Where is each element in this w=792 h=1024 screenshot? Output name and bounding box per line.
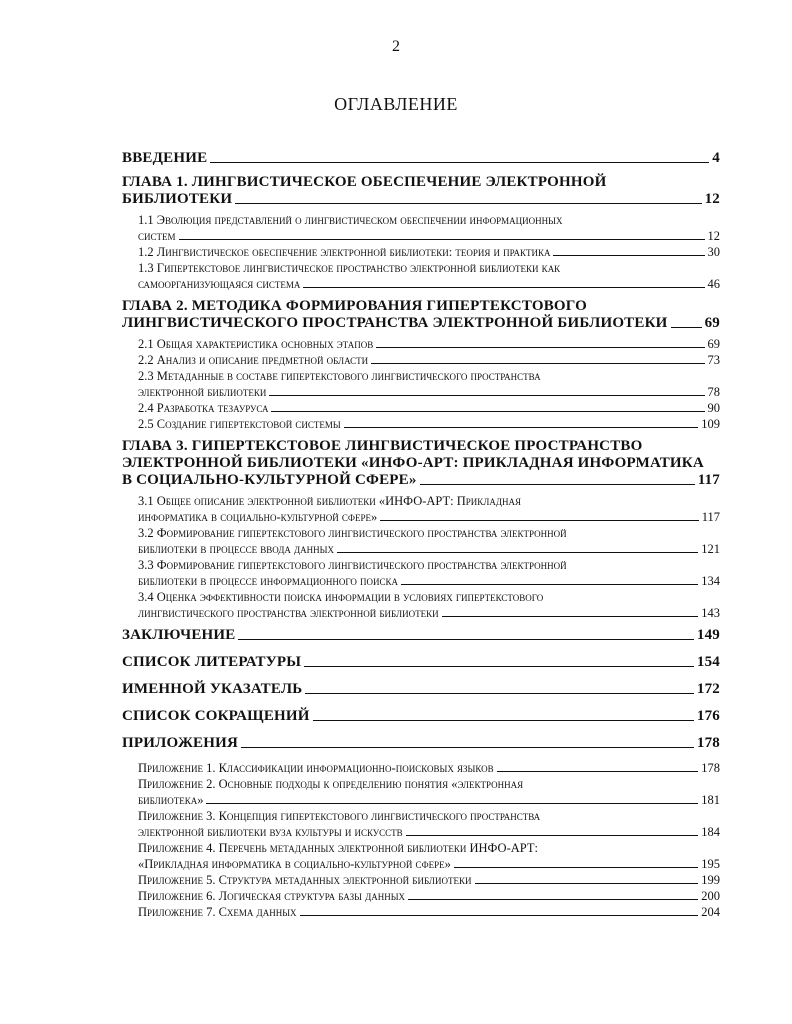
toc-page: 199 xyxy=(701,873,720,887)
dot-leader xyxy=(269,395,704,396)
toc-page: 134 xyxy=(701,574,720,588)
dot-leader xyxy=(179,239,705,240)
toc-entry-conclusion[interactable] xyxy=(122,627,720,644)
appendix-list xyxy=(122,760,720,920)
toc-page: 149 xyxy=(696,627,720,643)
dot-leader xyxy=(408,899,698,900)
toc-entry-section-2-2[interactable] xyxy=(122,352,720,368)
toc-label-line: лингвистического пространства электронной библиотеки xyxy=(138,606,439,620)
toc-label: 2.1 Общая характеристика основных этапов xyxy=(138,337,374,351)
toc-entry-chapter-1[interactable] xyxy=(122,174,720,208)
toc-label-line: Приложение 2. Основные подходы к определению понятия «электронная xyxy=(138,777,524,791)
toc-entry-section-2-5[interactable] xyxy=(122,416,720,432)
toc-label-line: электронной библиотеки вуза культуры и искусств xyxy=(138,825,403,839)
toc-label-line: 3.1 Общее описание электронной библиотеки «ИНФО-АРТ: Прикладная xyxy=(138,494,522,508)
toc-entry-appendix-2[interactable] xyxy=(122,776,720,808)
toc-page: 12 xyxy=(707,229,720,243)
toc-label-line: самоорганизующаяся система xyxy=(138,277,301,291)
dot-leader xyxy=(420,484,695,485)
toc-label-line: ГЛАВА 1. ЛИНГВИСТИЧЕСКОЕ ОБЕСПЕЧЕНИЕ ЭЛЕКТРОННОЙ xyxy=(122,174,607,190)
toc-label-line: информатика в социально-культурной сфере» xyxy=(138,510,378,524)
toc-page: 109 xyxy=(701,417,720,431)
toc-label-line: ГЛАВА 2. МЕТОДИКА ФОРМИРОВАНИЯ ГИПЕРТЕКСТОВОГО xyxy=(122,298,588,314)
chapter-1-sections xyxy=(122,212,720,292)
toc-label-line: 1.1 Эволюция представлений о лингвистическом обеспечении информационных xyxy=(138,213,563,227)
dot-leader xyxy=(235,203,701,204)
toc-page: 154 xyxy=(696,654,720,670)
toc-entry-appendix-4[interactable] xyxy=(122,840,720,872)
toc-entry-literature[interactable] xyxy=(122,654,720,671)
dot-leader xyxy=(303,287,704,288)
toc-label-line: БИБЛИОТЕКИ xyxy=(122,191,233,207)
dot-leader xyxy=(337,552,698,553)
toc-entry-name-index[interactable] xyxy=(122,681,720,698)
toc-label-line: Приложение 3. Концепция гипертекстового лингвистического пространства xyxy=(138,809,541,823)
dot-leader xyxy=(300,915,699,916)
dot-leader xyxy=(553,255,704,256)
toc-page: 73 xyxy=(707,353,720,367)
toc-page: 69 xyxy=(704,315,720,331)
toc-page: 121 xyxy=(701,542,720,556)
toc-label: Приложение 6. Логическая структура базы данных xyxy=(138,889,406,903)
toc-label-line: ГЛАВА 3. ГИПЕРТЕКСТОВОЕ ЛИНГВИСТИЧЕСКОЕ ПРОСТРАНСТВО xyxy=(122,438,643,454)
toc-page: 12 xyxy=(704,191,720,207)
toc-entry-section-2-3[interactable] xyxy=(122,368,720,400)
toc-page: 4 xyxy=(712,150,720,166)
dot-leader xyxy=(475,883,699,884)
dot-leader xyxy=(206,803,698,804)
toc-entry-chapter-2[interactable] xyxy=(122,298,720,332)
dot-leader xyxy=(210,162,709,163)
toc-label-line: 3.4 Оценка эффективности поиска информации в условиях гипертекстового xyxy=(138,590,544,604)
dot-leader xyxy=(442,616,699,617)
toc-label: Приложение 7. Схема данных xyxy=(138,905,297,919)
toc-page: 46 xyxy=(707,277,720,291)
toc-entry-appendix-1[interactable] xyxy=(122,760,720,776)
toc-entry-section-1-2[interactable] xyxy=(122,244,720,260)
dot-leader xyxy=(241,747,694,748)
toc-label: ИМЕННОЙ УКАЗАТЕЛЬ xyxy=(122,681,303,697)
toc-label: 1.2 Лингвистическое обеспечение электронной библиотеки: теория и практика xyxy=(138,245,551,259)
dot-leader xyxy=(271,411,704,412)
toc-entry-abbreviations[interactable] xyxy=(122,708,720,725)
dot-leader xyxy=(497,771,699,772)
dot-leader xyxy=(313,720,694,721)
toc-page: 176 xyxy=(696,708,720,724)
toc-page: 117 xyxy=(701,510,720,524)
dot-leader xyxy=(380,520,698,521)
toc-label-line: ЭЛЕКТРОННОЙ БИБЛИОТЕКИ «ИНФО-АРТ: ПРИКЛАДНАЯ ИНФОРМАТИКА xyxy=(122,455,704,471)
dot-leader xyxy=(401,584,698,585)
toc-title: ОГЛАВЛЕНИЕ xyxy=(334,94,458,114)
toc-label: СПИСОК ЛИТЕРАТУРЫ xyxy=(122,654,302,670)
toc-entry-appendix-3[interactable] xyxy=(122,808,720,840)
toc-page: 195 xyxy=(701,857,720,871)
chapter-2-sections xyxy=(122,336,720,432)
toc-entry-section-2-4[interactable] xyxy=(122,400,720,416)
toc-entry-appendix-6[interactable] xyxy=(122,888,720,904)
toc-label-line: 2.3 Метаданные в составе гипертекстового лингвистического пространства xyxy=(138,369,541,383)
dot-leader xyxy=(454,867,698,868)
toc-label-line: электронной библиотеки xyxy=(138,385,267,399)
dot-leader xyxy=(305,693,694,694)
chapter-3-sections xyxy=(122,493,720,621)
toc-entry-section-1-1[interactable] xyxy=(122,212,720,244)
toc-entry-section-3-2[interactable] xyxy=(122,525,720,557)
toc-entry-appendix-7[interactable] xyxy=(122,904,720,920)
toc-label-line: Приложение 4. Перечень метаданных электронной библиотеки ИНФО-АРТ: xyxy=(138,841,538,855)
dot-leader xyxy=(671,327,702,328)
toc-label: ЗАКЛЮЧЕНИЕ xyxy=(122,627,236,643)
toc-label-line: 3.3 Формирование гипертекстового лингвистического пространства электронной xyxy=(138,558,567,572)
dot-leader xyxy=(304,666,694,667)
toc-label-line: библиотеки в процессе ввода данных xyxy=(138,542,335,556)
toc-label-line: систем xyxy=(138,229,176,243)
dot-leader xyxy=(238,639,693,640)
dot-leader xyxy=(376,347,704,348)
toc-entry-section-3-3[interactable] xyxy=(122,557,720,589)
toc-entry-appendices[interactable] xyxy=(122,735,720,752)
toc-label: ВВЕДЕНИЕ xyxy=(122,150,208,166)
toc-label: 2.4 Разработка тезауруса xyxy=(138,401,269,415)
dot-leader xyxy=(406,835,699,836)
toc-page: 172 xyxy=(696,681,720,697)
table-of-contents xyxy=(122,150,720,920)
toc-label: 2.5 Создание гипертекстовой системы xyxy=(138,417,341,431)
dot-leader xyxy=(344,427,698,428)
toc-entry-chapter-3[interactable] xyxy=(122,438,720,489)
toc-label-line: библиотека» xyxy=(138,793,204,807)
toc-page: 200 xyxy=(701,889,720,903)
toc-page: 178 xyxy=(701,761,720,775)
dot-leader xyxy=(371,363,704,364)
toc-label-line: библиотеки в процессе информационного поиска xyxy=(138,574,399,588)
toc-label-line: 3.2 Формирование гипертекстового лингвистического пространства электронной xyxy=(138,526,567,540)
toc-page: 181 xyxy=(701,793,720,807)
page-number: 2 xyxy=(392,38,400,55)
toc-entry-section-2-1[interactable] xyxy=(122,336,720,352)
toc-page: 178 xyxy=(696,735,720,751)
toc-label: СПИСОК СОКРАЩЕНИЙ xyxy=(122,708,310,724)
toc-label-line: «Прикладная информатика в социально-культурной сфере» xyxy=(138,857,451,871)
toc-page: 117 xyxy=(697,472,720,488)
toc-page: 184 xyxy=(701,825,720,839)
toc-entry-introduction[interactable] xyxy=(122,150,720,167)
toc-entry-section-3-4[interactable] xyxy=(122,589,720,621)
toc-page: 204 xyxy=(701,905,720,919)
toc-entry-section-1-3[interactable] xyxy=(122,260,720,292)
toc-page: 30 xyxy=(707,245,720,259)
toc-label-line: 1.3 Гипертекстовое лингвистическое пространство электронной библиотеки как xyxy=(138,261,561,275)
toc-page: 90 xyxy=(707,401,720,415)
toc-label: Приложение 1. Классификации информационно-поисковых языков xyxy=(138,761,494,775)
toc-label-line: В СОЦИАЛЬНО-КУЛЬТУРНОЙ СФЕРЕ» xyxy=(122,472,417,488)
toc-page: 78 xyxy=(707,385,720,399)
toc-label: ПРИЛОЖЕНИЯ xyxy=(122,735,238,751)
toc-entry-appendix-5[interactable] xyxy=(122,872,720,888)
toc-entry-section-3-1[interactable] xyxy=(122,493,720,525)
toc-page: 69 xyxy=(707,337,720,351)
toc-label-line: ЛИНГВИСТИЧЕСКОГО ПРОСТРАНСТВА ЭЛЕКТРОННОЙ БИБЛИОТЕКИ xyxy=(122,315,668,331)
toc-page: 143 xyxy=(701,606,720,620)
toc-label: Приложение 5. Структура метаданных электронной библиотеки xyxy=(138,873,472,887)
toc-label: 2.2 Анализ и описание предметной области xyxy=(138,353,369,367)
